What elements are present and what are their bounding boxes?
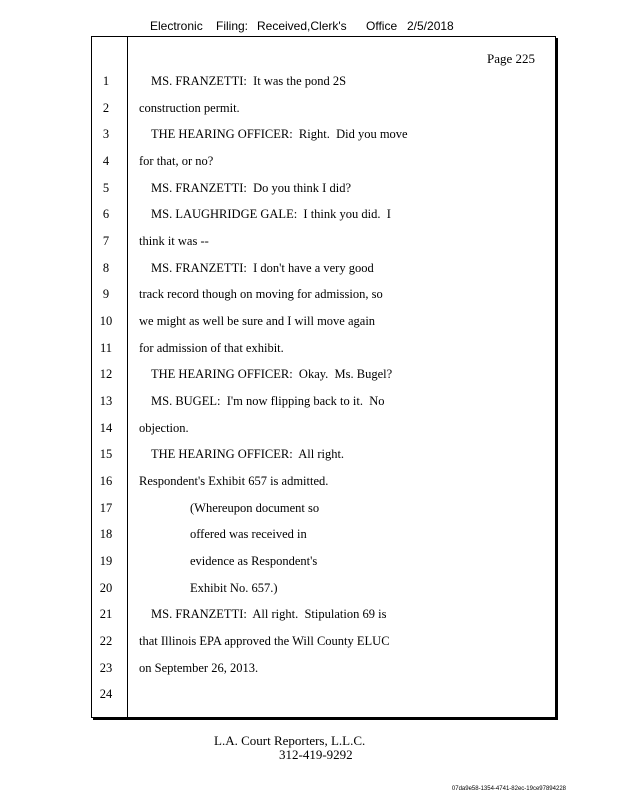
line-number: 16 (99, 474, 113, 488)
line-text: offered was received in (190, 527, 307, 541)
transcript-line (92, 311, 555, 331)
transcript-line (92, 524, 555, 544)
transcript-line (92, 498, 555, 518)
transcript-line (92, 204, 555, 224)
line-text: evidence as Respondent's (190, 554, 318, 568)
line-text: MS. FRANZETTI: All right. Stipulation 69 is (151, 607, 387, 621)
line-text: for that, or no? (139, 154, 214, 168)
transcript-line (92, 551, 555, 571)
transcript-line (92, 124, 555, 144)
transcript-line (92, 338, 555, 358)
header-filing: Filing: (216, 19, 249, 33)
line-text: for admission of that exhibit. (139, 341, 284, 355)
line-number: 19 (99, 554, 113, 568)
line-number: 6 (102, 207, 110, 221)
line-number: 14 (99, 421, 113, 435)
transcript-line (92, 71, 555, 91)
line-number: 13 (99, 394, 113, 408)
line-number: 24 (99, 687, 113, 701)
line-text: we might as well be sure and I will move again (139, 314, 376, 328)
line-number: 17 (99, 501, 113, 515)
transcript-line (92, 444, 555, 464)
line-text: track record though on moving for admission, so (139, 287, 383, 301)
transcript-line (92, 151, 555, 171)
page-number: Page 225 (486, 51, 535, 66)
line-number: 9 (102, 287, 110, 301)
transcript-line (92, 178, 555, 198)
line-number: 23 (99, 661, 113, 675)
transcript-page (91, 36, 556, 718)
transcript-line (92, 471, 555, 491)
transcript-line (92, 391, 555, 411)
line-number: 5 (102, 181, 110, 195)
header-received: Received,Clerk's (257, 19, 347, 33)
line-number: 4 (102, 154, 110, 168)
line-text: THE HEARING OFFICER: Right. Did you move (151, 127, 408, 141)
line-text: THE HEARING OFFICER: All right. (151, 447, 345, 461)
line-text: THE HEARING OFFICER: Okay. Ms. Bugel? (151, 367, 393, 381)
reporter-phone: 312-419-9292 (279, 747, 353, 762)
reporter-company: L.A. Court Reporters, L.L.C. (214, 733, 366, 748)
line-number: 7 (102, 234, 110, 248)
header-office: Office (366, 19, 398, 33)
line-text: MS. FRANZETTI: Do you think I did? (151, 181, 351, 195)
transcript-line (92, 418, 555, 438)
transcript-line (92, 98, 555, 118)
line-text: MS. FRANZETTI: It was the pond 2S (151, 74, 347, 88)
line-number: 22 (99, 634, 113, 648)
line-text: construction permit. (139, 101, 240, 115)
line-number: 11 (99, 341, 113, 355)
transcript-line (92, 231, 555, 251)
transcript-line (92, 284, 555, 304)
line-number: 12 (99, 367, 113, 381)
transcript-line (92, 631, 555, 651)
line-number: 8 (102, 261, 110, 275)
transcript-line (92, 364, 555, 384)
line-number: 10 (99, 314, 113, 328)
header-electronic: Electronic (150, 19, 203, 33)
transcript-line (92, 604, 555, 624)
line-text: that Illinois EPA approved the Will County ELUC (139, 634, 390, 648)
line-text: MS. BUGEL: I'm now flipping back to it. No (151, 394, 385, 408)
document-id: 07da9e58-1354-4741-82ec-19ce97894228 (451, 786, 566, 792)
line-number: 18 (99, 527, 113, 541)
line-number: 15 (99, 447, 113, 461)
line-text: Exhibit No. 657.) (190, 581, 278, 595)
transcript-line (92, 658, 555, 678)
transcript-line (92, 684, 555, 704)
transcript-line (92, 578, 555, 598)
line-number: 1 (102, 74, 110, 88)
line-text: MS. FRANZETTI: I don't have a very good (151, 261, 374, 275)
line-number: 21 (99, 607, 113, 621)
line-text: think it was -- (139, 234, 209, 248)
line-number: 20 (99, 581, 113, 595)
line-text: objection. (139, 421, 189, 435)
line-number: 2 (102, 101, 110, 115)
header-date: 2/5/2018 (407, 19, 454, 33)
line-text: on September 26, 2013. (139, 661, 259, 675)
transcript-line (92, 258, 555, 278)
line-text: Respondent's Exhibit 657 is admitted. (139, 474, 329, 488)
line-number: 3 (102, 127, 110, 141)
line-text: (Whereupon document so (190, 501, 320, 515)
line-text: MS. LAUGHRIDGE GALE: I think you did. I (151, 207, 391, 221)
